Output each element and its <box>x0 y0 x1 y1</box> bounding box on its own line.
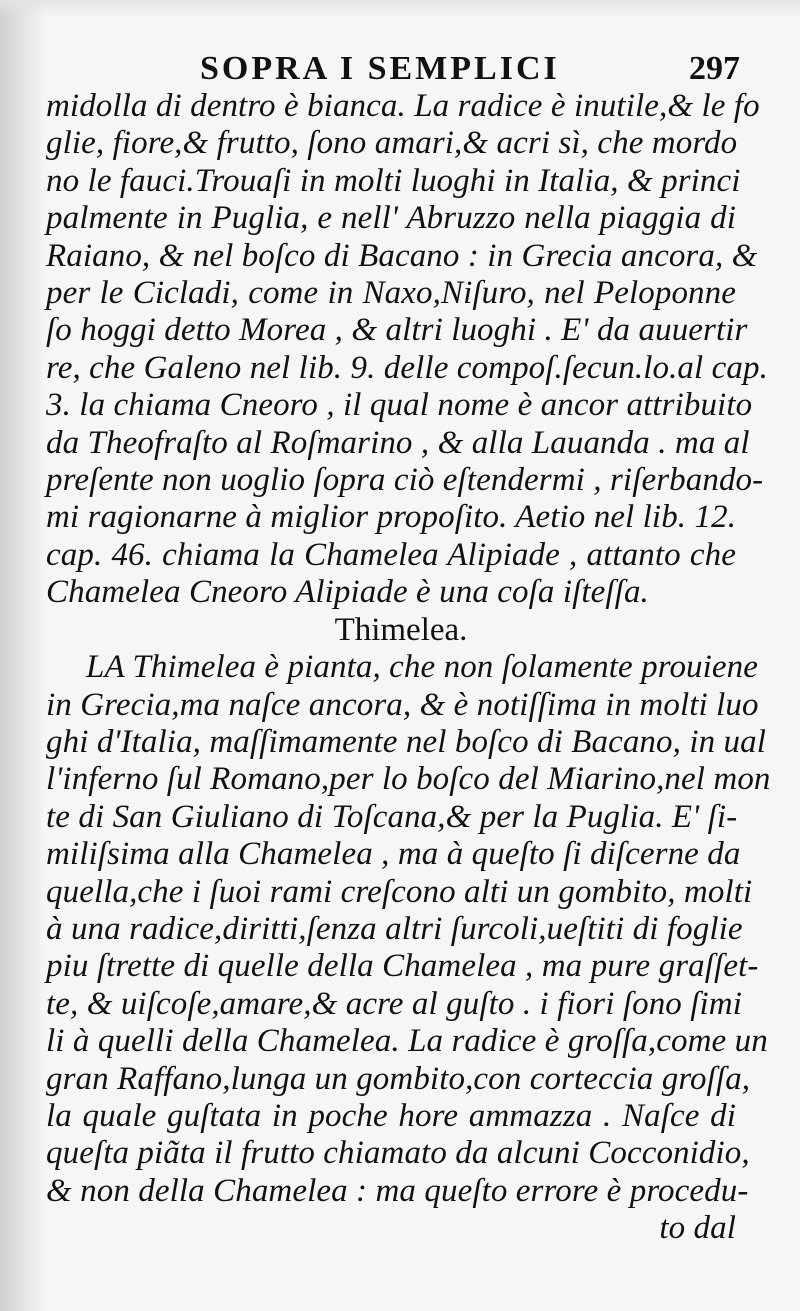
text-line: gran Raffano,lunga un gombito,con corteccia groſſa, <box>46 1060 751 1097</box>
text-line: li à quelli della Chamelea. La radice è groſſa,come un <box>46 1023 768 1060</box>
text-line: te, & uiſcoſe,amare,& acre al guſto . i fiori ſono ſimi <box>46 985 742 1022</box>
text-line: per le Cicladi, come in Naxo,Niſuro, nel Peloponne <box>46 275 736 312</box>
text-line: no le fauci.Trouaſi in molti luoghi in Italia, & princi <box>46 162 741 199</box>
text-line: preſente non uoglio ſopra ciò eſtendermi , riſerbando- <box>46 462 764 499</box>
text-line: miliſsima alla Chamelea , ma à queſto ſi diſcerne da <box>46 836 741 873</box>
text-line: piu ſtrette di quelle della Chamelea , ma pure graſſet- <box>46 948 759 985</box>
text-line: te di San Giuliano di Toſcana,& per la Puglia. E' ſi- <box>46 798 738 835</box>
binding-shadow <box>0 0 42 1311</box>
text-line: glie, fiore,& frutto, ſono amari,& acri sì, che mordo <box>46 125 738 162</box>
catchword: to dal <box>659 1210 736 1247</box>
text-line: re, che Galeno nel lib. 9. delle compoſ.ſecun.lo.al cap. <box>46 349 768 386</box>
text-line: LA Thimelea è pianta, che non ſolamente prouiene <box>86 649 759 686</box>
text-line: 3. la chiama Cneoro , il qual nome è ancor attribuito <box>46 387 753 424</box>
text-line: l'inferno ſul Romano,per lo boſco del Miarino,nel mon <box>46 761 771 798</box>
text-line: cap. 46. chiama la Chamelea Alipiade , attanto che <box>46 536 736 573</box>
text-line: da Theofraſto al Roſmarino , & alla Lauanda . ma al <box>46 424 750 461</box>
text-line: à una radice,diritti,ſenza altri ſurcoli,ueſtiti di foglie <box>46 910 743 947</box>
page-header <box>200 50 740 90</box>
text-line: quella,che i ſuoi rami creſcono alti un gombito, molti <box>46 873 753 910</box>
text-line: Chamelea Cneoro Alipiade è una coſa iſteſſa. <box>46 574 649 611</box>
top-shadow <box>0 0 800 18</box>
text-line: la quale guſtata in poche hore ammazza . Naſce di <box>46 1097 736 1134</box>
text-line: in Grecia,ma naſce ancora, & è notiſſima in molti luo <box>46 686 759 723</box>
text-line: ghi d'Italia, maſſimamente nel boſco di Bacano, in ual <box>46 723 767 760</box>
body-text <box>46 88 771 1248</box>
text-line: ſo hoggi detto Morea , & altri luoghi . E' da auuertir <box>46 312 748 349</box>
text-line: & non della Chamelea : ma queſto errore è procedu- <box>46 1172 749 1209</box>
running-head: SOPRA I SEMPLICI <box>200 50 560 87</box>
page-number: 297 <box>689 50 740 87</box>
text-line: palmente in Puglia, e nell' Abruzzo nella piaggia di <box>46 200 736 237</box>
text-line: midolla di dentro è bianca. La radice è inutile,& le fo <box>46 88 760 124</box>
text-line: Raiano, & nel boſco di Bacano : in Grecia ancora, & <box>46 237 758 274</box>
text-line: queſta piãta il frutto chiamato da alcuni Cocconidio, <box>46 1135 750 1172</box>
text-line: mi ragionarne à miglior propoſito. Aetio nel lib. 12. <box>46 499 737 536</box>
section-heading: Thimelea. <box>334 611 468 648</box>
